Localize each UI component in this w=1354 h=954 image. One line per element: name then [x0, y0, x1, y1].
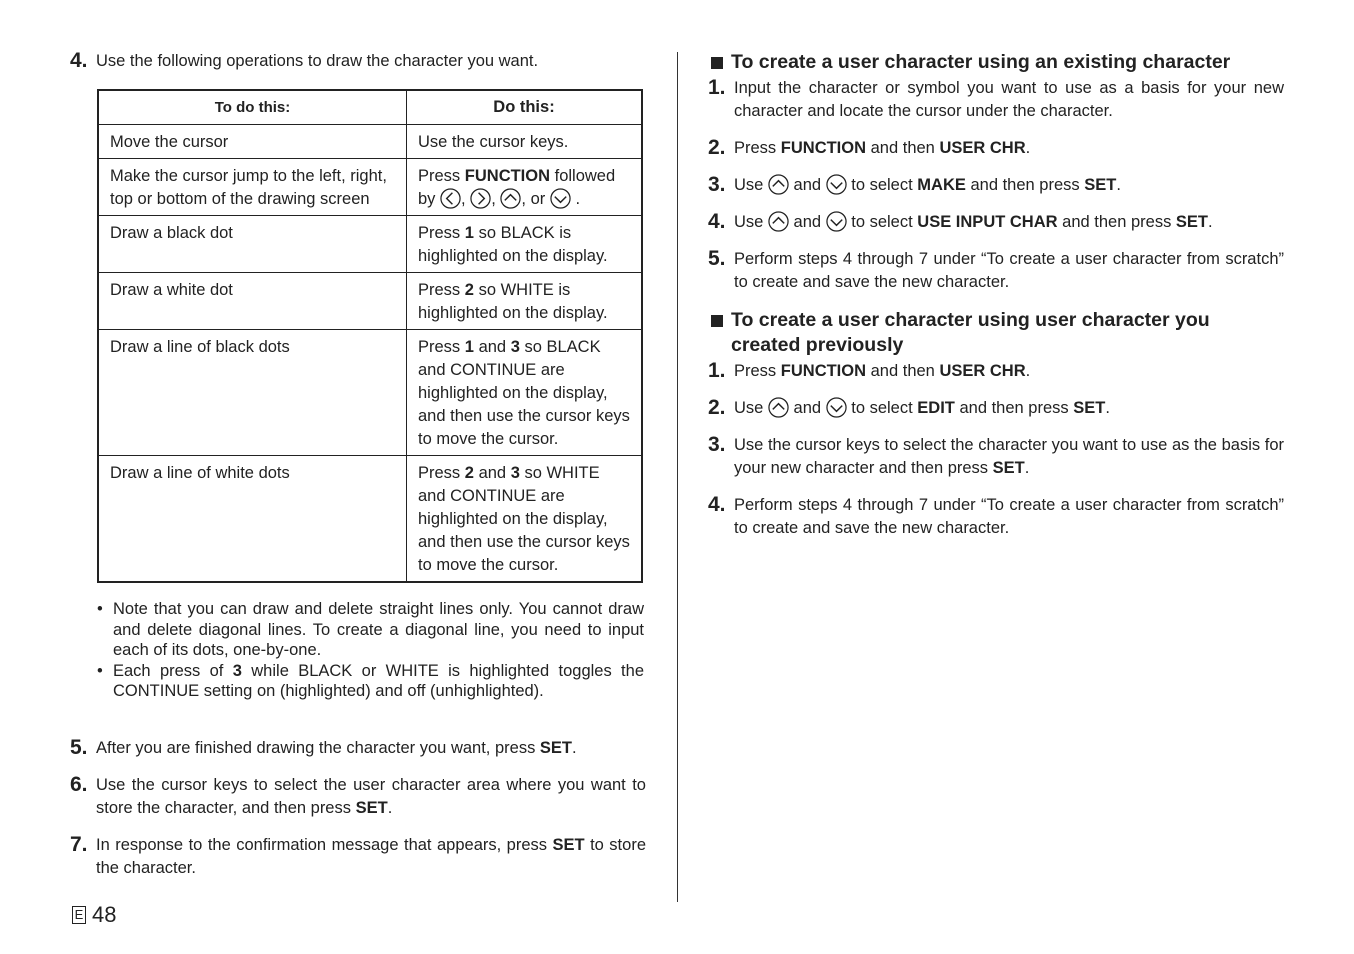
text-fragment: and	[793, 213, 822, 231]
step-text: Use the following operations to draw the character you want.	[96, 52, 539, 70]
table-row	[98, 216, 642, 273]
step-text	[734, 174, 1284, 197]
text-fragment: .	[1208, 213, 1213, 231]
key-name: 1	[464, 224, 474, 242]
text-fragment: .	[1105, 399, 1110, 417]
step-2	[708, 397, 1284, 420]
section-title: To create a user character using user character you created previously	[731, 309, 1210, 356]
text-fragment: .	[575, 190, 581, 208]
text-fragment: Press	[734, 139, 777, 157]
square-bullet-icon	[711, 57, 723, 69]
section-heading	[708, 308, 1284, 358]
text-fragment: After you are finished drawing the character you want, press	[96, 738, 536, 757]
operations-table	[97, 89, 643, 583]
text-fragment: so WHITE and CONTINUE are highlighted on the display, and then use the cursor keys to move the cursor.	[418, 464, 630, 574]
table-row	[98, 159, 642, 216]
step-number: 2.	[708, 136, 726, 159]
note-item	[97, 661, 644, 702]
step-5	[708, 248, 1284, 294]
row-how: Use the cursor keys.	[407, 125, 643, 159]
key-name: 3	[510, 338, 520, 356]
step-text	[734, 137, 1284, 160]
step-5	[70, 737, 646, 760]
step-6	[70, 774, 646, 820]
down-arrow-key-icon	[826, 174, 847, 195]
step-number: 4.	[708, 210, 726, 233]
up-arrow-key-icon	[768, 397, 789, 418]
key-name: SET	[539, 738, 572, 757]
text-fragment: followed by	[418, 167, 616, 208]
page-footer	[72, 902, 116, 928]
step-1	[708, 77, 1284, 123]
key-name: USER CHR	[939, 139, 1026, 157]
page-number: 48	[92, 902, 117, 927]
text-fragment: to select	[851, 213, 913, 231]
key-name: FUNCTION	[464, 167, 551, 185]
notes-list	[97, 599, 644, 702]
step-4	[70, 50, 646, 73]
text-fragment: and then press	[970, 176, 1080, 194]
step-text: Perform steps 4 through 7 under “To create a user character from scratch” to create and save the new character.	[734, 496, 1284, 537]
step-number: 5.	[70, 735, 88, 759]
key-name: FUNCTION	[780, 139, 867, 157]
text-fragment: and	[793, 399, 822, 417]
step-number: 3.	[708, 433, 726, 456]
text-fragment: Press	[418, 224, 461, 242]
step-number: 2.	[708, 396, 726, 419]
down-arrow-key-icon	[550, 188, 571, 209]
step-number: 1.	[708, 359, 726, 382]
row-action: Draw a black dot	[98, 216, 407, 273]
text-fragment: and	[478, 338, 507, 356]
key-name: 1	[464, 338, 474, 356]
step-text: Input the character or symbol you want to use as a basis for your new character and locate the cursor under the character.	[734, 79, 1284, 120]
step-text	[96, 737, 646, 760]
row-action: Draw a white dot	[98, 273, 407, 330]
down-arrow-key-icon	[826, 211, 847, 232]
table-header-row	[98, 90, 642, 125]
step-number: 4.	[708, 493, 726, 516]
up-arrow-key-icon	[768, 211, 789, 232]
key-name: MAKE	[917, 176, 966, 194]
text-fragment: and	[478, 464, 507, 482]
header-to-do: To do this:	[98, 90, 407, 125]
down-arrow-key-icon	[826, 397, 847, 418]
step-4	[708, 494, 1284, 540]
header-do-this: Do this:	[407, 90, 643, 125]
left-column	[70, 50, 646, 894]
row-action: Draw a line of white dots	[98, 456, 407, 583]
step-text	[734, 434, 1284, 480]
note-text	[113, 661, 644, 702]
section-title: To create a user character using an existing character	[731, 51, 1231, 73]
table-row	[98, 125, 642, 159]
text-fragment: Use	[734, 176, 764, 194]
step-text	[96, 774, 646, 820]
key-name: SET	[992, 459, 1025, 477]
text-fragment: In response to the confirmation message that appears, press	[96, 835, 548, 854]
text-fragment: Press	[734, 362, 777, 380]
right-column	[708, 50, 1284, 554]
step-1	[708, 360, 1284, 383]
text-fragment: to select	[851, 176, 913, 194]
language-marker: E	[72, 906, 86, 924]
step-number: 6.	[70, 772, 88, 796]
row-how	[407, 216, 643, 273]
step-number: 7.	[70, 832, 88, 856]
step-text	[96, 834, 646, 880]
step-text	[734, 397, 1284, 420]
text-fragment: Press	[418, 167, 461, 185]
text-fragment: .	[1024, 459, 1030, 477]
key-name: 2	[464, 281, 474, 299]
text-fragment: to select	[851, 399, 913, 417]
right-arrow-key-icon	[470, 188, 491, 209]
text-fragment: Use	[734, 213, 764, 231]
text-fragment: Use	[734, 399, 764, 417]
step-3	[708, 174, 1284, 197]
step-3	[708, 434, 1284, 480]
text-fragment: Use the cursor keys to select the character you want to use as the basis for your new character and then press	[734, 436, 1284, 477]
section-heading	[708, 50, 1284, 75]
step-4	[708, 211, 1284, 234]
text-fragment: .	[1025, 139, 1031, 157]
table-row	[98, 273, 642, 330]
note-item	[97, 599, 644, 661]
text-fragment: and then	[870, 362, 935, 380]
step-number: 3.	[708, 173, 726, 196]
text-fragment: ,	[491, 190, 496, 208]
text-fragment: Each press of	[113, 661, 224, 680]
column-divider	[677, 52, 678, 902]
bullet: •	[97, 661, 103, 680]
key-name: FUNCTION	[780, 362, 867, 380]
text-fragment: while BLACK or WHITE is highlighted toggles the CONTINUE setting on (highlighted) and off (unhighlighted).	[113, 661, 644, 700]
text-fragment: Press	[418, 338, 461, 356]
text-fragment: and	[793, 176, 822, 194]
step-text	[734, 360, 1284, 383]
text-fragment: and then press	[1062, 213, 1172, 231]
row-action: Make the cursor jump to the left, right, top or bottom of the drawing screen	[98, 159, 407, 216]
key-name: 3	[510, 464, 520, 482]
key-name: SET	[552, 835, 585, 854]
key-name: EDIT	[917, 399, 955, 417]
row-how	[407, 330, 643, 456]
text-fragment: Use the cursor keys to select the user character area where you want to store the character, and then press	[96, 775, 646, 817]
key-name: SET	[1084, 176, 1117, 194]
key-name: USER CHR	[939, 362, 1026, 380]
text-fragment: .	[1116, 176, 1121, 194]
key-name: SET	[355, 798, 388, 817]
step-number: 5.	[708, 247, 726, 270]
table-row	[98, 330, 642, 456]
key-name: SET	[1073, 399, 1106, 417]
text-fragment: , or	[521, 190, 546, 208]
text-fragment: .	[387, 798, 393, 817]
row-how	[407, 159, 643, 216]
square-bullet-icon	[711, 315, 723, 327]
step-text	[734, 211, 1284, 234]
row-how	[407, 273, 643, 330]
key-name: 2	[464, 464, 474, 482]
up-arrow-key-icon	[500, 188, 521, 209]
text-fragment: to store the character.	[96, 835, 646, 877]
text-fragment: so WHITE is highlighted on the display.	[418, 281, 608, 322]
step-number: 4.	[70, 49, 88, 72]
text-fragment: ,	[461, 190, 466, 208]
step-7	[70, 834, 646, 880]
step-number: 1.	[708, 76, 726, 99]
text-fragment: Press	[418, 464, 461, 482]
left-arrow-key-icon	[440, 188, 461, 209]
row-how	[407, 456, 643, 583]
text-fragment: .	[572, 738, 577, 757]
text-fragment: so BLACK and CONTINUE are highlighted on the display, and then use the cursor keys to move the cursor.	[418, 338, 630, 448]
row-action: Draw a line of black dots	[98, 330, 407, 456]
note-text: Note that you can draw and delete straight lines only. You cannot draw and delete diagonal lines. To create a diagonal line, you need to input each of its dots, one-by-one.	[113, 600, 644, 659]
row-action: Move the cursor	[98, 125, 407, 159]
step-2	[708, 137, 1284, 160]
key-name: USE INPUT CHAR	[917, 213, 1058, 231]
text-fragment: so BLACK is highlighted on the display.	[418, 224, 608, 265]
key-name: SET	[1175, 213, 1209, 231]
step-text: Perform steps 4 through 7 under “To create a user character from scratch” to create and save the new character.	[734, 250, 1284, 291]
text-fragment: and then press	[959, 399, 1069, 417]
table-row	[98, 456, 642, 583]
bullet: •	[97, 600, 103, 618]
key-name: 3	[232, 661, 242, 680]
text-fragment: .	[1025, 362, 1031, 380]
up-arrow-key-icon	[768, 174, 789, 195]
text-fragment: Press	[418, 281, 461, 299]
text-fragment: and then	[870, 139, 935, 157]
